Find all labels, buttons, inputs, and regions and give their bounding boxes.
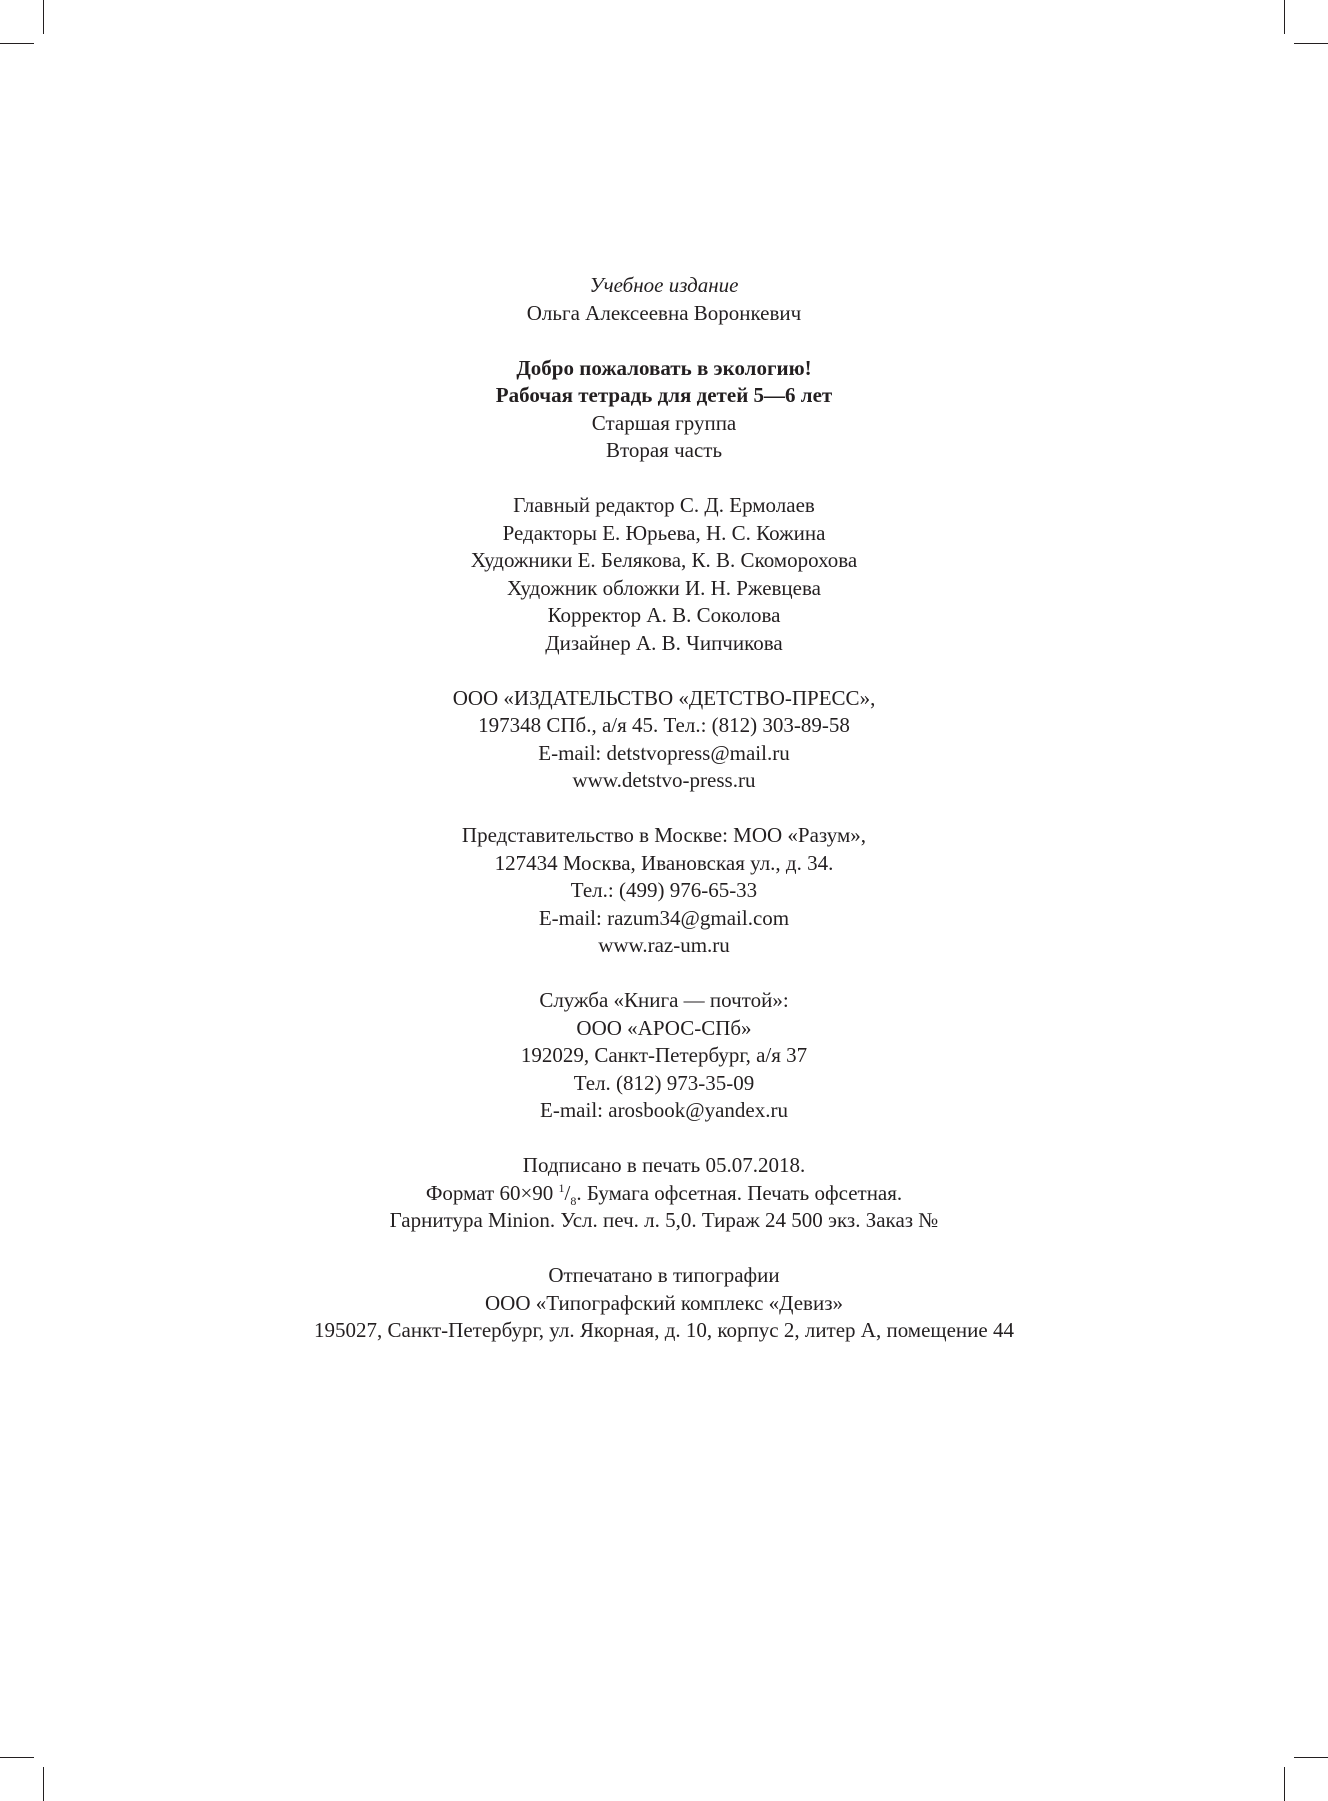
format-numerator: 1 <box>558 1180 565 1195</box>
printing-house-address: 195027, Санкт-Петербург, ул. Якорная, д. 10, корпус 2, литер А, помещение 44 <box>314 1318 1014 1342</box>
age-group: Старшая группа <box>591 410 737 435</box>
book-title: Добро пожаловать в экологию! <box>516 355 812 380</box>
book-part: Вторая часть <box>605 438 723 462</box>
moscow-office-phone: Тел.: (499) 976-65-33 <box>570 878 758 902</box>
spacer <box>0 327 1328 355</box>
moscow-office-address: 127434 Москва, Ивановская ул., д. 34. <box>494 850 834 875</box>
crop-mark-top-left <box>43 0 44 34</box>
moscow-office-website: www.raz-um.ru <box>598 933 730 957</box>
crop-mark-bottom-right <box>1284 1767 1285 1801</box>
format-prefix: Формат 60×90 <box>425 1180 559 1205</box>
mail-order-company: ООО «АРОС-СПб» <box>576 1015 752 1040</box>
crop-mark-bottom-left-h <box>0 1757 34 1758</box>
moscow-office-name: Представительство в Москве: МОО «Разум», <box>461 823 867 847</box>
crop-mark-bottom-left <box>43 1767 44 1801</box>
printing-house-name: ООО «Типографский комплекс «Девиз» <box>485 1290 843 1315</box>
spacer <box>0 795 1328 823</box>
mail-order-address: 192029, Санкт-Петербург, а/я 37 <box>520 1043 808 1067</box>
typeface-line: Гарнитура Minion. Усл. печ. л. 5,0. Тираж 24 500 экз. Заказ № <box>389 1208 939 1232</box>
credit-line: Художники Е. Белякова, К. В. Скоморохова <box>470 548 858 572</box>
publisher-address: 197348 СПб., а/я 45. Тел.: (812) 303-89-58 <box>478 713 850 737</box>
mail-order-phone: Тел. (812) 973-35-09 <box>573 1070 755 1095</box>
publisher-website: www.detstvo-press.ru <box>572 768 756 792</box>
crop-mark-top-right-h <box>1294 43 1328 44</box>
crop-mark-top-left-h <box>0 43 34 44</box>
format-suffix: . Бумага офсетная. Печать офсетная. <box>576 1180 903 1205</box>
publisher-name: ООО «ИЗДАТЕЛЬСТВО «ДЕТСТВО-ПРЕСС», <box>452 685 876 710</box>
format-denominator: 8 <box>570 1193 577 1208</box>
mail-order-email: E-mail: arosbook@yandex.ru <box>540 1098 788 1122</box>
spacer <box>0 1235 1328 1263</box>
edition-type: Учебное издание <box>589 273 739 297</box>
crop-mark-top-right <box>1284 0 1285 34</box>
publisher-email: E-mail: detstvopress@mail.ru <box>538 740 790 765</box>
signed-date: Подписано в печать 05.07.2018. <box>522 1153 806 1177</box>
credit-line: Дизайнер А. В. Чипчикова <box>545 630 783 655</box>
crop-mark-bottom-right-h <box>1294 1757 1328 1758</box>
spacer <box>0 1125 1328 1153</box>
credit-line: Редакторы Е. Юрьева, Н. С. Кожина <box>502 520 826 545</box>
author-name: Ольга Алексеевна Воронкевич <box>526 300 802 325</box>
moscow-office-email: E-mail: razum34@gmail.com <box>538 905 790 930</box>
printed-at: Отпечатано в типографии <box>548 1263 780 1287</box>
mail-order-service: Служба «Книга — почтой»: <box>539 988 789 1012</box>
format-slash: / <box>564 1180 571 1205</box>
credit-line: Художник обложки И. Н. Ржевцева <box>507 575 821 600</box>
credit-line: Корректор А. В. Соколова <box>547 603 781 627</box>
spacer <box>0 657 1328 685</box>
credit-line: Главный редактор С. Д. Ермолаев <box>513 493 815 517</box>
spacer <box>0 465 1328 493</box>
book-subtitle: Рабочая тетрадь для детей 5—6 лет <box>495 383 833 407</box>
format-line <box>0 1180 1328 1208</box>
imprint-page <box>0 272 1328 1345</box>
spacer <box>0 960 1328 988</box>
